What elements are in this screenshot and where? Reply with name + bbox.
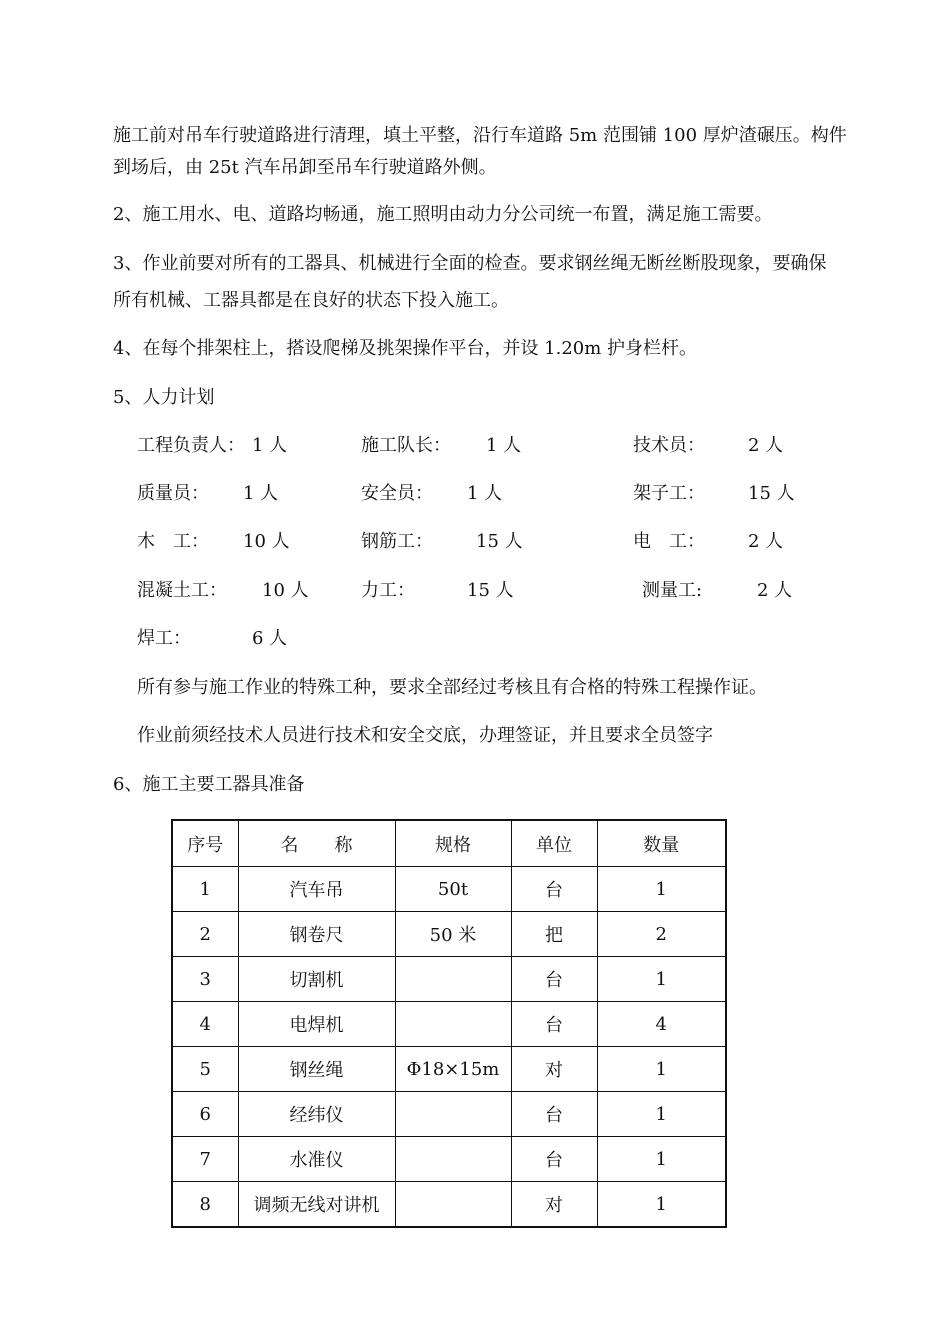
table-row <box>172 867 726 912</box>
paragraph-3-line-2: 所有机械、工器具都是在良好的状态下投入施工。 <box>113 290 509 311</box>
staff-role: 钢筋工： <box>361 531 433 552</box>
cell-index: 8 <box>172 1182 238 1228</box>
cell-spec <box>395 1092 511 1137</box>
header-cell: 名 称 <box>238 820 395 867</box>
cell-index: 6 <box>172 1092 238 1137</box>
staff-count: 2 人 <box>748 435 784 456</box>
cell-unit: 台 <box>511 1002 597 1047</box>
cell-index: 5 <box>172 1047 238 1092</box>
cell-unit: 台 <box>511 957 597 1002</box>
header-cell: 规格 <box>395 820 511 867</box>
staff-count: 10 人 <box>262 580 309 601</box>
cell-qty: 1 <box>597 1182 726 1228</box>
cell-index: 4 <box>172 1002 238 1047</box>
cell-spec <box>395 957 511 1002</box>
staff-role: 力工： <box>361 580 415 601</box>
header-cell: 数量 <box>597 820 726 867</box>
staff-role: 混凝土工： <box>137 580 227 601</box>
paragraph-1-line-1: 施工前对吊车行驶道路进行清理，填土平整，沿行车道路 5m 范围铺 100 厚炉渣碾压。构件 <box>113 125 847 146</box>
note-briefing: 作业前须经技术人员进行技术和安全交底，办理签证，并且要求全员签字 <box>137 725 713 746</box>
staff-role: 工程负责人： <box>137 435 245 456</box>
cell-qty: 1 <box>597 867 726 912</box>
cell-qty: 2 <box>597 912 726 957</box>
table-header-row <box>172 820 726 867</box>
paragraph-1-line-2: 到场后，由 25t 汽车吊卸至吊车行驶道路外侧。 <box>113 157 497 178</box>
cell-name: 调频无线对讲机 <box>238 1182 395 1228</box>
cell-spec <box>395 1002 511 1047</box>
cell-index: 7 <box>172 1137 238 1182</box>
staff-role: 测量工: <box>642 580 703 601</box>
header-cell: 序号 <box>172 820 238 867</box>
table-row <box>172 1137 726 1182</box>
paragraph-4: 4、在每个排架柱上，搭设爬梯及挑架操作平台，并设 1.20m 护身栏杆。 <box>113 338 698 359</box>
cell-name: 水准仪 <box>238 1137 395 1182</box>
cell-spec: 50 米 <box>395 912 511 957</box>
staff-role: 安全员： <box>361 483 433 504</box>
cell-qty: 1 <box>597 1137 726 1182</box>
cell-unit: 对 <box>511 1182 597 1228</box>
staff-count: 2 人 <box>757 580 793 601</box>
cell-qty: 1 <box>597 1047 726 1092</box>
cell-qty: 1 <box>597 1092 726 1137</box>
cell-index: 1 <box>172 867 238 912</box>
note-certification: 所有参与施工作业的特殊工种，要求全部经过考核且有合格的特殊工程操作证。 <box>137 677 767 698</box>
cell-qty: 4 <box>597 1002 726 1047</box>
cell-unit: 对 <box>511 1047 597 1092</box>
staff-count: 2 人 <box>748 531 784 552</box>
header-cell: 单位 <box>511 820 597 867</box>
staff-count: 1 人 <box>467 483 503 504</box>
staff-count: 1 人 <box>252 435 288 456</box>
staff-count: 10 人 <box>243 531 290 552</box>
cell-unit: 台 <box>511 1092 597 1137</box>
table-row <box>172 1182 726 1228</box>
cell-name: 钢卷尺 <box>238 912 395 957</box>
tools-table <box>171 819 727 1228</box>
section-5-heading: 5、人力计划 <box>113 387 215 408</box>
cell-spec <box>395 1137 511 1182</box>
table-row <box>172 1047 726 1092</box>
table-row <box>172 1092 726 1137</box>
staff-count: 6 人 <box>252 628 288 649</box>
cell-name: 经纬仪 <box>238 1092 395 1137</box>
cell-unit: 台 <box>511 1137 597 1182</box>
cell-name: 汽车吊 <box>238 867 395 912</box>
staff-count: 15 人 <box>467 580 514 601</box>
staff-role: 施工队长： <box>361 435 451 456</box>
cell-name: 电焊机 <box>238 1002 395 1047</box>
cell-spec: Φ18×15m <box>395 1047 511 1092</box>
paragraph-3-line-1: 3、作业前要对所有的工器具、机械进行全面的检查。要求钢丝绳无断丝断股现象，要确保 <box>113 253 827 274</box>
staff-role: 架子工： <box>633 483 705 504</box>
cell-name: 钢丝绳 <box>238 1047 395 1092</box>
staff-role: 焊工： <box>137 628 191 649</box>
section-6-heading: 6、施工主要工器具准备 <box>113 774 305 795</box>
staff-count: 15 人 <box>476 531 523 552</box>
cell-spec <box>395 1182 511 1228</box>
table-row <box>172 912 726 957</box>
cell-unit: 把 <box>511 912 597 957</box>
staff-role: 电 工： <box>633 531 705 552</box>
cell-spec: 50t <box>395 867 511 912</box>
staff-count: 1 人 <box>486 435 522 456</box>
paragraph-2: 2、施工用水、电、道路均畅通，施工照明由动力分公司统一布置，满足施工需要。 <box>113 204 773 225</box>
cell-index: 3 <box>172 957 238 1002</box>
staff-role: 技术员： <box>633 435 705 456</box>
staff-role: 木 工： <box>137 531 209 552</box>
cell-index: 2 <box>172 912 238 957</box>
cell-qty: 1 <box>597 957 726 1002</box>
staff-count: 1 人 <box>243 483 279 504</box>
staff-count: 15 人 <box>748 483 795 504</box>
cell-name: 切割机 <box>238 957 395 1002</box>
staff-role: 质量员： <box>137 483 209 504</box>
cell-unit: 台 <box>511 867 597 912</box>
table-row <box>172 1002 726 1047</box>
table-row <box>172 957 726 1002</box>
